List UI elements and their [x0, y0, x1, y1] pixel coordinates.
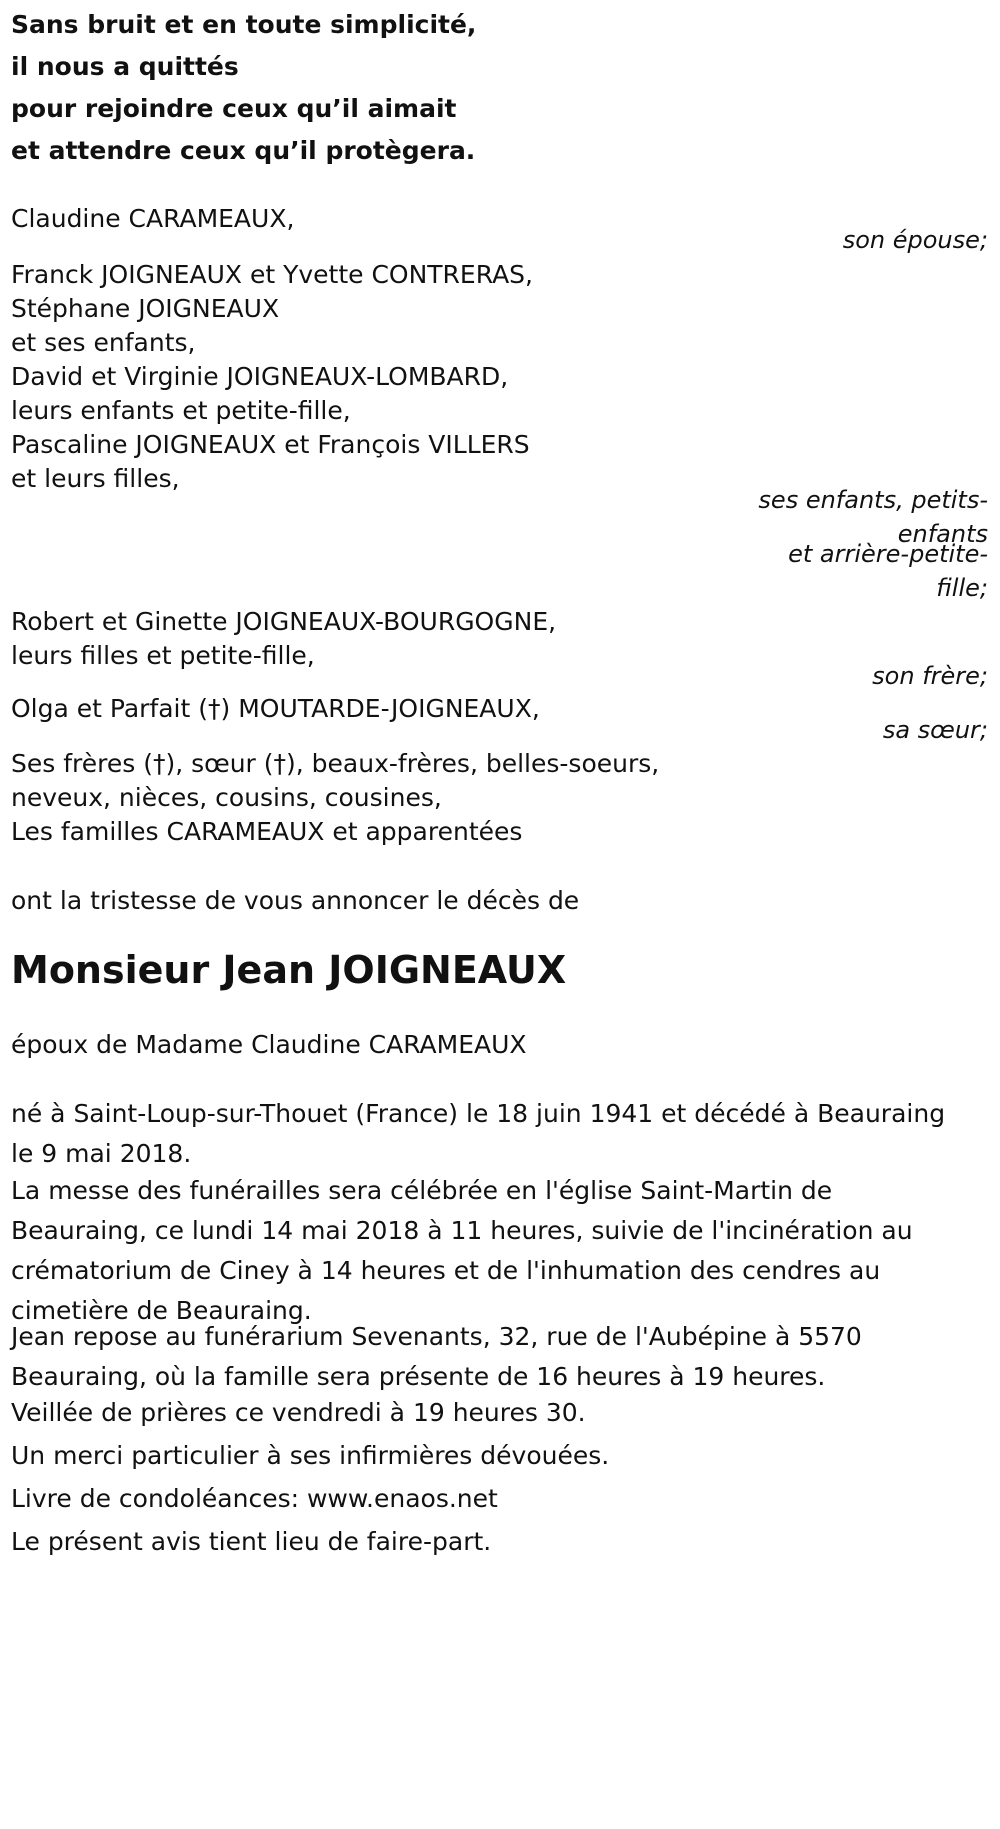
- intro-line: il nous a quittés: [11, 52, 239, 81]
- children-line: et ses enfants,: [11, 328, 196, 357]
- thanks-paragraph: Un merci particulier à ses infirmières dévouées.: [11, 1441, 610, 1470]
- vigil-paragraph: Veillée de prières ce vendredi à 19 heures 30.: [11, 1398, 586, 1427]
- spouse-role: son épouse;: [842, 226, 988, 254]
- others-line: Les familles CARAMEAUX et apparentées: [11, 817, 523, 846]
- birth-death-paragraph: né à Saint-Loup-sur-Thouet (France) le 18 juin 1941 et décédé à Beauraing le 9 mai 2018.: [11, 1099, 946, 1168]
- brother-line: Robert et Ginette JOIGNEAUX-BOURGOGNE,: [11, 607, 557, 636]
- announcement-text: ont la tristesse de vous annoncer le décès de: [11, 886, 580, 915]
- notice-paragraph: Le présent avis tient lieu de faire-part.: [11, 1527, 492, 1556]
- sister-line: Olga et Parfait (†) MOUTARDE-JOIGNEAUX,: [11, 694, 540, 723]
- others-line: Ses frères (†), sœur (†), beaux-frères, belles-soeurs,: [11, 749, 660, 778]
- deceased-name: Monsieur Jean JOIGNEAUX: [11, 948, 567, 992]
- funeral-paragraph: La messe des funérailles sera célébrée en l'église Saint-Martin de Beauraing, ce lundi 14 mai 2018 à 11 heures, suivie de l'incinération au crématorium de Ciney à 14 heures et de l'inhumation des cendres au cimetière de Beauraing.: [11, 1176, 913, 1325]
- spouse-of-text: époux de Madame Claudine CARAMEAUX: [11, 1030, 527, 1059]
- children-line: Franck JOIGNEAUX et Yvette CONTRERAS,: [11, 260, 533, 289]
- children-role: ses enfants, petits-: [758, 486, 988, 514]
- children-role: enfants: [897, 520, 988, 548]
- funerarium-paragraph: Jean repose au funérarium Sevenants, 32, rue de l'Aubépine à 5570 Beauraing, où la famille sera présente de 16 heures à 19 heures.: [11, 1322, 862, 1391]
- intro-line: et attendre ceux qu’il protègera.: [11, 136, 476, 165]
- children-line: Stéphane JOIGNEAUX: [11, 294, 280, 323]
- others-line: neveux, nièces, cousins, cousines,: [11, 783, 442, 812]
- intro-line: pour rejoindre ceux qu’il aimait: [11, 94, 457, 123]
- children-line: leurs enfants et petite-fille,: [11, 396, 351, 425]
- spouse-name: Claudine CARAMEAUX,: [11, 204, 295, 233]
- brother-line: leurs filles et petite-fille,: [11, 641, 315, 670]
- brother-role: son frère;: [872, 662, 988, 690]
- sister-role: sa sœur;: [882, 716, 988, 744]
- children-line: et leurs filles,: [11, 464, 180, 493]
- children-line: David et Virginie JOIGNEAUX-LOMBARD,: [11, 362, 509, 391]
- children-role: et arrière-petite-: [788, 540, 988, 568]
- children-role: fille;: [936, 574, 988, 602]
- intro-line: Sans bruit et en toute simplicité,: [11, 10, 477, 39]
- children-line: Pascaline JOIGNEAUX et François VILLERS: [11, 430, 530, 459]
- condolences-paragraph: Livre de condoléances: www.enaos.net: [11, 1484, 498, 1513]
